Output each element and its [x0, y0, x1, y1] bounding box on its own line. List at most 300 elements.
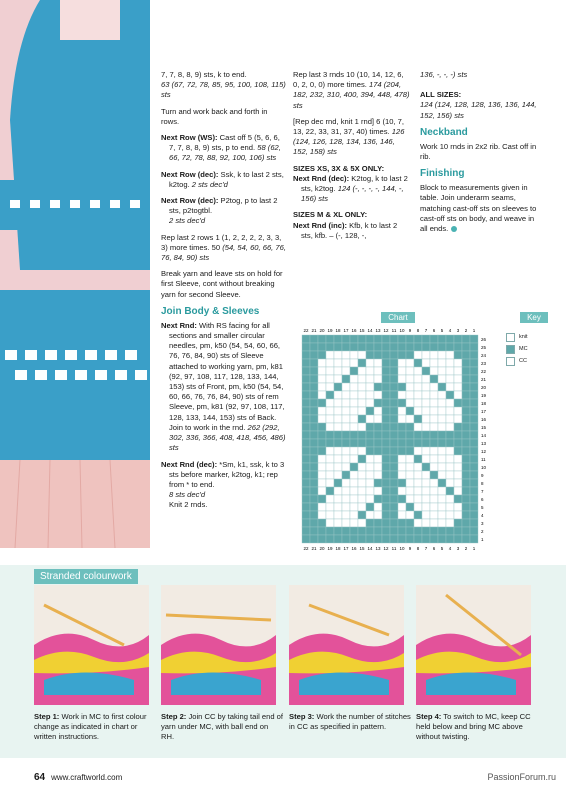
section-title-join: Join Body & Sleeves [161, 305, 260, 317]
chart-cell [334, 359, 342, 367]
chart-cell [310, 431, 318, 439]
chart-cell [422, 455, 430, 463]
chart-cell [446, 463, 454, 471]
chart-cell [310, 343, 318, 351]
chart-cell [398, 391, 406, 399]
chart-cell [374, 343, 382, 351]
chart-cell [462, 399, 470, 407]
chart-cell [390, 487, 398, 495]
chart-cell [470, 399, 478, 407]
chart-cell [358, 423, 366, 431]
row-number: 25 [481, 345, 487, 350]
chart-cell [326, 343, 334, 351]
chart-cell [310, 455, 318, 463]
chart-cell [414, 503, 422, 511]
chart-cell [374, 375, 382, 383]
text: 124 (-, -, -, -, 144, -, 156) sts [301, 184, 404, 204]
chart-cell [342, 447, 350, 455]
chart-cell [366, 495, 374, 503]
col-number: 17 [343, 328, 349, 333]
chart-cell [438, 431, 446, 439]
row-number: 24 [481, 353, 487, 358]
chart-cell [342, 375, 350, 383]
chart-cell [390, 367, 398, 375]
chart-cell [430, 503, 438, 511]
text: 63 (67, 72, 78, 85, 95, 100, 108, 115) sts [161, 80, 286, 100]
chart-cell [326, 391, 334, 399]
chart-cell [342, 391, 350, 399]
chart-cell [334, 535, 342, 543]
chart-cell [350, 431, 358, 439]
col-number: 13 [375, 328, 381, 333]
chart-cell [302, 431, 310, 439]
col-number: 21 [311, 546, 317, 551]
chart-cell [462, 335, 470, 343]
chart-cell [390, 351, 398, 359]
chart-cell [318, 399, 326, 407]
chart-cell [454, 487, 462, 495]
chart-cell [470, 375, 478, 383]
chart-cell [438, 447, 446, 455]
chart-cell [454, 407, 462, 415]
chart-cell [446, 439, 454, 447]
chart-title: Chart [381, 312, 415, 323]
chart-cell [470, 535, 478, 543]
chart-cell [446, 391, 454, 399]
chart-cell [406, 487, 414, 495]
chart-cell [462, 487, 470, 495]
chart-cell [302, 351, 310, 359]
chart-cell [406, 415, 414, 423]
chart-cell [350, 335, 358, 343]
chart-cell [374, 503, 382, 511]
chart-cell [318, 359, 326, 367]
chart-cell [446, 375, 454, 383]
chart-cell [430, 511, 438, 519]
chart-cell [318, 503, 326, 511]
chart-cell [470, 503, 478, 511]
chart-cell [366, 343, 374, 351]
chart-cell [382, 367, 390, 375]
key-item-knit [506, 331, 564, 343]
col-number: 6 [432, 546, 436, 551]
text: [Rep dec rnd, knit 1 rnd] 6 (10, 7, 13, 22, 33, 31, 37, 40) times. [293, 116, 405, 137]
chart-cell [398, 503, 406, 511]
chart-cell [326, 439, 334, 447]
chart-cell [438, 455, 446, 463]
chart-cell [390, 375, 398, 383]
chart-cell [334, 503, 342, 511]
chart-cell [406, 335, 414, 343]
end-dot-icon [451, 226, 457, 232]
chart-cell [414, 391, 422, 399]
chart-cell [366, 439, 374, 447]
chart-cell [470, 367, 478, 375]
chart-cell [334, 495, 342, 503]
chart-cell [358, 439, 366, 447]
chart-cell [398, 535, 406, 543]
chart-cell [358, 351, 366, 359]
chart-cell [406, 463, 414, 471]
chart-cell [318, 391, 326, 399]
chart-cell [326, 495, 334, 503]
chart-cell [326, 375, 334, 383]
text: Rep last 3 rnds 10 (10, 14, 12, 6, 0, 2, 0, 0) more times. [293, 70, 404, 90]
chart-cell [318, 479, 326, 487]
key-label: CC [519, 358, 527, 364]
chart-cell [446, 527, 454, 535]
chart-cell [414, 455, 422, 463]
chart-cell [398, 455, 406, 463]
chart-cell [358, 479, 366, 487]
text: Knit 2 rnds. [169, 500, 208, 510]
chart-cell [382, 399, 390, 407]
chart-cell [438, 495, 446, 503]
chart-cell [342, 359, 350, 367]
text: 7, 7, 8, 8, 9) sts, k to end. [161, 70, 247, 79]
chart-cell [334, 399, 342, 407]
col-number: 1 [472, 546, 476, 551]
chart-cell [350, 391, 358, 399]
chart-cell [318, 375, 326, 383]
chart-cell [446, 415, 454, 423]
row-label: Next Rnd (dec): [293, 173, 350, 183]
chart-cell [342, 519, 350, 527]
chart-cell [350, 359, 358, 367]
col-number: 16 [351, 546, 357, 551]
chart-cell [382, 351, 390, 359]
row-number: 14 [481, 433, 487, 438]
row-number: 7 [481, 489, 484, 494]
chart-cell [454, 399, 462, 407]
pattern-column-1 [161, 70, 287, 517]
chart-cell [382, 447, 390, 455]
chart-cell [334, 423, 342, 431]
row-number: 8 [481, 481, 484, 486]
chart-cell [414, 359, 422, 367]
chart-cell [342, 503, 350, 511]
chart-cell [310, 423, 318, 431]
chart-cell [334, 335, 342, 343]
col-number: 8 [416, 546, 420, 551]
chart-cell [454, 535, 462, 543]
chart-cell [350, 527, 358, 535]
chart-cell [310, 463, 318, 471]
chart-cell [310, 335, 318, 343]
chart-cell [350, 535, 358, 543]
chart-cell [358, 407, 366, 415]
chart-cell [358, 487, 366, 495]
chart-cell [326, 431, 334, 439]
chart-cell [366, 351, 374, 359]
chart-cell [302, 495, 310, 503]
chart-cell [398, 335, 406, 343]
chart-cell [470, 495, 478, 503]
chart-cell [430, 447, 438, 455]
chart-cell [302, 423, 310, 431]
chart-cell [334, 519, 342, 527]
chart-cell [454, 495, 462, 503]
chart-cell [310, 375, 318, 383]
chart-cell [350, 367, 358, 375]
chart-cell [334, 479, 342, 487]
col-number: 19 [327, 546, 333, 551]
chart-cell [462, 535, 470, 543]
chart-cell [398, 471, 406, 479]
chart-cell [462, 439, 470, 447]
chart-cell [382, 479, 390, 487]
chart-cell [406, 535, 414, 543]
chart-cell [374, 447, 382, 455]
chart-cell [310, 351, 318, 359]
chart-cell [302, 407, 310, 415]
step-text: Join CC by taking tail end of yarn under MC, with ball end on RH. [161, 712, 283, 741]
row-number: 26 [481, 337, 487, 342]
row-number: 23 [481, 361, 487, 366]
chart-cell [390, 535, 398, 543]
chart-cell [406, 351, 414, 359]
chart-cell [430, 367, 438, 375]
step-label: Step 4: [416, 712, 442, 721]
chart-cell [318, 519, 326, 527]
chart-cell [422, 399, 430, 407]
chart-cell [366, 535, 374, 543]
chart-cell [446, 359, 454, 367]
chart-cell [310, 447, 318, 455]
chart-cell [310, 503, 318, 511]
chart-cell [430, 495, 438, 503]
key-item-cc [506, 355, 564, 367]
chart-cell [374, 519, 382, 527]
chart-cell [318, 447, 326, 455]
chart-cell [414, 423, 422, 431]
row-number: 13 [481, 441, 487, 446]
chart-cell [398, 375, 406, 383]
chart-cell [374, 471, 382, 479]
chart-cell [334, 343, 342, 351]
chart-cell [390, 495, 398, 503]
col-number: 11 [391, 546, 397, 551]
chart-cell [302, 535, 310, 543]
chart-cell [334, 447, 342, 455]
chart-cell [446, 535, 454, 543]
chart-cell [342, 535, 350, 543]
text: 2 sts dec'd [191, 179, 228, 189]
section-title-finishing: Finishing [420, 168, 465, 180]
step-text: Work in MC to first colour change as indicated in chart or written instructions. [34, 712, 147, 741]
chart-cell [310, 527, 318, 535]
chart-cell [374, 359, 382, 367]
row-number: 15 [481, 425, 487, 430]
chart-cell [382, 455, 390, 463]
chart-cell [390, 383, 398, 391]
chart-cell [342, 343, 350, 351]
chart-cell [326, 367, 334, 375]
chart-cell [454, 415, 462, 423]
chart-cell [406, 399, 414, 407]
col-number: 10 [399, 328, 405, 333]
chart-cell [446, 479, 454, 487]
chart-cell [438, 439, 446, 447]
watermark-site: PassionForum.ru [487, 772, 556, 782]
chart-cell [438, 367, 446, 375]
chart-cell [446, 335, 454, 343]
chart-cell [422, 463, 430, 471]
chart-cell [382, 495, 390, 503]
chart-cell [358, 495, 366, 503]
text: Block to measurements given in table. Join underarm seams, matching cast-off sts on sleeves to cast-off sts on body, and weave in all ends. [420, 183, 537, 234]
chart-cell [430, 407, 438, 415]
chart-cell [462, 447, 470, 455]
chart-cell [406, 367, 414, 375]
col-number: 17 [343, 546, 349, 551]
chart-cell [318, 535, 326, 543]
chart-key [504, 307, 564, 367]
chart-cell [454, 375, 462, 383]
col-number: 13 [375, 546, 381, 551]
chart-cell [414, 343, 422, 351]
chart-cell [310, 359, 318, 367]
chart-cell [326, 351, 334, 359]
text: 58 (62, 66, 72, 78, 88, 92, 100, 106) sts [169, 143, 281, 163]
chart-cell [446, 407, 454, 415]
chart-cell [430, 391, 438, 399]
chart-cell [438, 463, 446, 471]
chart-cell [430, 479, 438, 487]
row-number: 5 [481, 505, 484, 510]
chart-cell [398, 447, 406, 455]
chart-cell [366, 367, 374, 375]
chart-cell [310, 479, 318, 487]
col-number: 19 [327, 328, 333, 333]
chart-cell [414, 335, 422, 343]
chart-cell [366, 503, 374, 511]
colourwork-chart [300, 325, 500, 571]
chart-cell [334, 439, 342, 447]
step-label: Step 1: [34, 712, 60, 721]
row-number: 4 [481, 513, 484, 518]
chart-cell [470, 431, 478, 439]
chart-cell [302, 391, 310, 399]
chart-cell [446, 367, 454, 375]
chart-cell [374, 527, 382, 535]
chart-cell [398, 519, 406, 527]
key-label: MC [519, 346, 528, 352]
chart-cell [390, 479, 398, 487]
footer-site: www.craftworld.com [51, 773, 123, 782]
chart-cell [398, 407, 406, 415]
chart-cell [374, 431, 382, 439]
chart-cell [446, 487, 454, 495]
chart-cell [462, 519, 470, 527]
chart-cell [326, 399, 334, 407]
col-number: 10 [399, 546, 405, 551]
chart-cell [470, 335, 478, 343]
chart-cell [350, 463, 358, 471]
chart-cell [318, 415, 326, 423]
chart-cell [398, 359, 406, 367]
chart-cell [310, 535, 318, 543]
chart-cell [350, 471, 358, 479]
chart-cell [302, 415, 310, 423]
chart-cell [334, 407, 342, 415]
chart-cell [422, 415, 430, 423]
chart-cell [302, 455, 310, 463]
chart-cell [390, 455, 398, 463]
col-number: 5 [440, 546, 444, 551]
chart-cell [310, 495, 318, 503]
chart-cell [374, 399, 382, 407]
chart-cell [470, 423, 478, 431]
step-label: Step 3: [289, 712, 315, 721]
chart-cell [390, 423, 398, 431]
chart-cell [302, 399, 310, 407]
chart-cell [422, 351, 430, 359]
chart-cell [310, 511, 318, 519]
chart-cell [446, 519, 454, 527]
chart-cell [318, 431, 326, 439]
chart-cell [366, 527, 374, 535]
chart-cell [302, 367, 310, 375]
chart-cell [462, 359, 470, 367]
col-number: 4 [448, 328, 452, 333]
chart-cell [462, 479, 470, 487]
row-number: 2 [481, 529, 484, 534]
chart-cell [374, 495, 382, 503]
chart-cell [350, 383, 358, 391]
chart-cell [422, 367, 430, 375]
col-number: 18 [335, 328, 341, 333]
chart-cell [382, 487, 390, 495]
chart-cell [350, 415, 358, 423]
chart-cell [438, 375, 446, 383]
chart-cell [382, 527, 390, 535]
chart-cell [430, 463, 438, 471]
chart-cell [334, 367, 342, 375]
chart-cell [414, 383, 422, 391]
chart-cell [358, 343, 366, 351]
chart-cell [398, 527, 406, 535]
chart-cell [302, 383, 310, 391]
chart-cell [446, 447, 454, 455]
chart-cell [326, 471, 334, 479]
chart-cell [470, 447, 478, 455]
chart-cell [414, 447, 422, 455]
chart-cell [470, 455, 478, 463]
chart-cell [446, 495, 454, 503]
chart-cell [374, 487, 382, 495]
col-number: 8 [416, 328, 420, 333]
chart-cell [470, 391, 478, 399]
chart-cell [398, 383, 406, 391]
text: 124 (124, 128, 128, 136, 136, 144, 152, 156) sts [420, 100, 537, 120]
chart-cell [326, 463, 334, 471]
chart-cell [302, 479, 310, 487]
chart-cell [358, 367, 366, 375]
text: 8 sts dec'd [169, 490, 206, 500]
chart-cell [302, 439, 310, 447]
chart-cell [406, 527, 414, 535]
chart-cell [414, 431, 422, 439]
text: 262 (292, 302, 336, 366, 408, 418, 456, 486) sts [169, 422, 286, 453]
chart-cell [422, 447, 430, 455]
chart-cell [334, 471, 342, 479]
chart-cell [438, 407, 446, 415]
chart-cell [398, 367, 406, 375]
chart-cell [342, 415, 350, 423]
chart-cell [462, 375, 470, 383]
chart-cell [414, 407, 422, 415]
